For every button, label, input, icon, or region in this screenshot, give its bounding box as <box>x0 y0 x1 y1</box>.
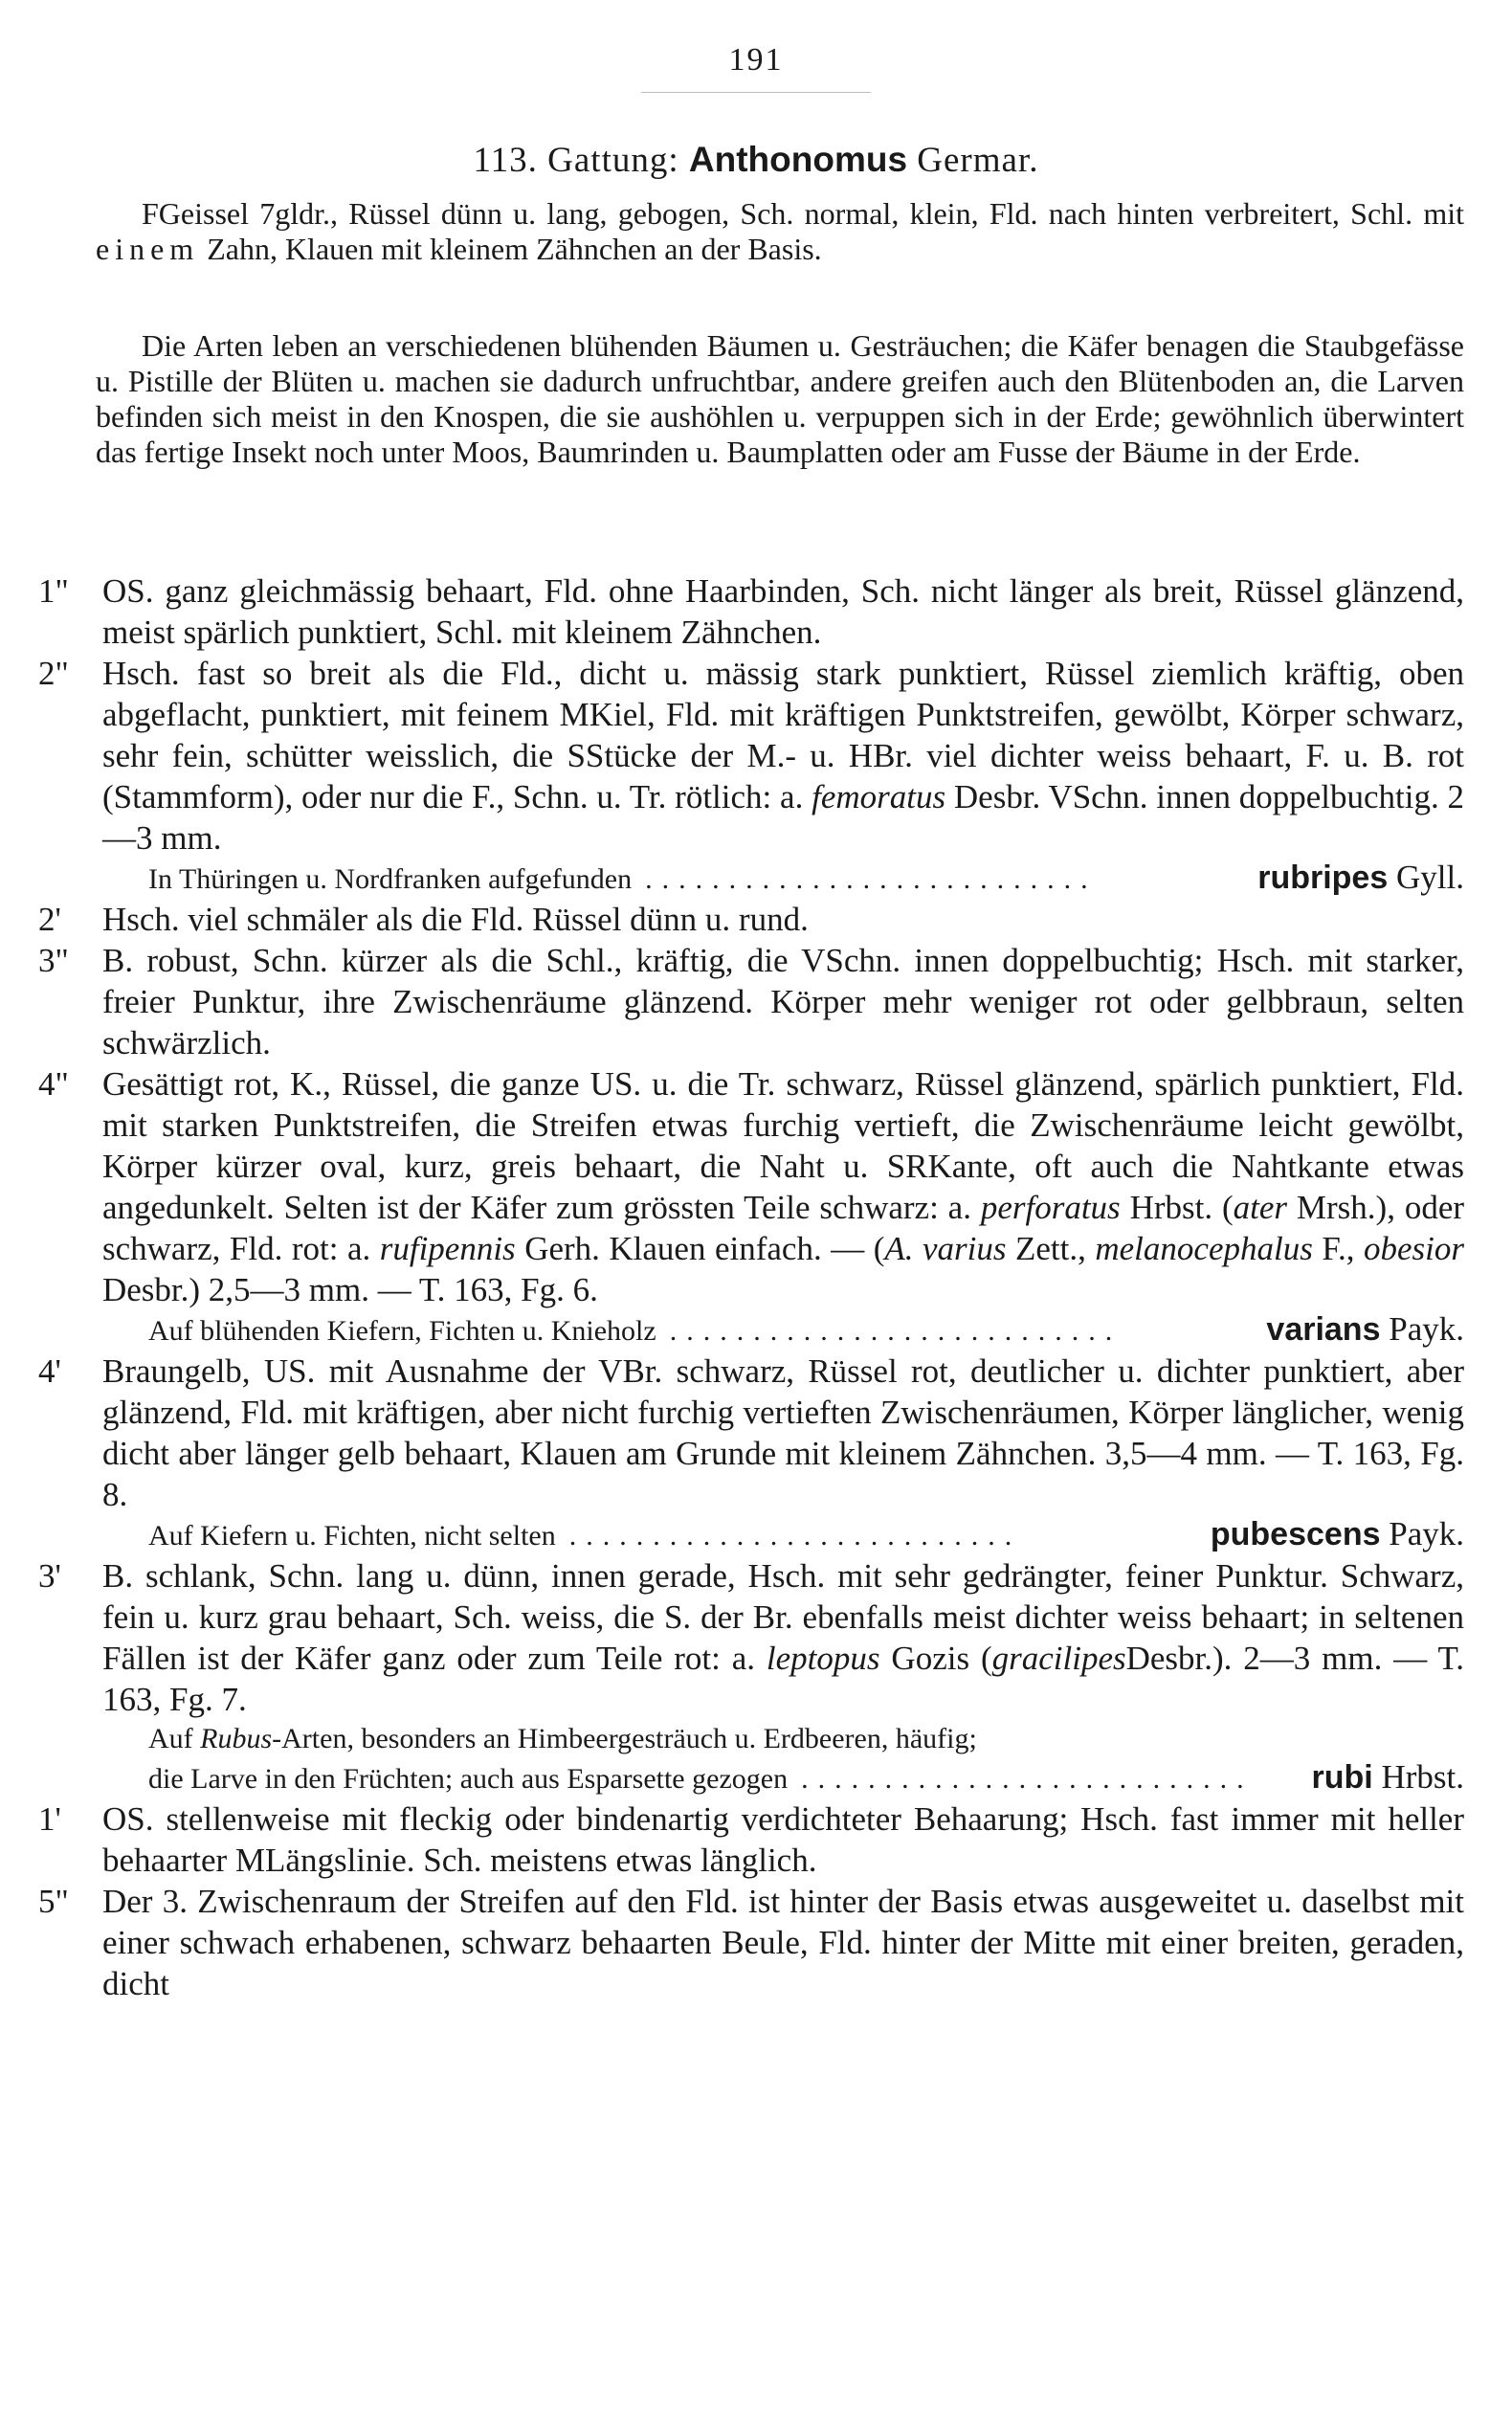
couplet-number: 4" <box>38 1065 69 1103</box>
couplet-text: Der 3. Zwischenraum der Streifen auf den Fld. ist hinter der Basis etwas ausgeweitet u. daselbst mit einer schwach erhabenen, schwarz behaarten Beule, Fld. hinter der Mitte mit einer breiten, geraden, dicht <box>102 1883 1464 2002</box>
synonym-name: melanocephalus <box>1095 1230 1313 1267</box>
species-epithet: rubripes <box>1257 860 1389 896</box>
couplet-text: OS. stellenweise mit fleckig oder bindenartig verdichteter Behaarung; Hsch. fast immer mit heller behaarter MLängslinie. Sch. meistens etwas länglich. <box>102 1800 1464 1879</box>
species-author: Gyll. <box>1396 859 1464 896</box>
couplet-number: 1" <box>38 572 69 610</box>
genus-diagnosis <box>96 196 1464 267</box>
species-name <box>1266 1310 1464 1349</box>
species-name <box>1312 1758 1465 1797</box>
couplet-number: 2' <box>38 901 61 938</box>
species-author: Payk. <box>1389 1515 1464 1552</box>
genus-author: Germar. <box>917 141 1039 180</box>
couplet-number: 2" <box>38 655 69 692</box>
couplet-text-end: Desbr. VSchn. innen doppelbuchtig. 2—3 mm. <box>102 778 1465 857</box>
couplet-number: 3" <box>38 942 69 979</box>
biology-paragraph: Die Arten leben an verschiedenen blühenden Bäumen u. Gesträuchen; die Käfer benagen die Staubgefässe u. Pistille der Blüten u. machen sie dadurch unfruchtbar, andere greifen auch den Blütenboden an, die Larven befinden sich meist in den Knospen, die sie aushöhlen u. verpuppen sich in der Erde; gewöhnlich überwintert das fertige Insekt noch unter Moos, Baumrinden u. Baumplatten oder am Fusse der Bäume in der Erde. <box>96 328 1464 469</box>
couplet-text: Gesättigt rot, K., Rüssel, die ganze US. u. die Tr. schwarz, Rüssel glänzend, spärlich punktiert, Fld. mit starken Punktstreifen, die Streifen etwas furchig vertieft, die Zwischenräume leicht gewölbt, Körper kürzer oval, kurz, greis behaart, die Naht u. SRKante, oft auch die Nahtkante etwas angedunkelt. Selten ist der Käfer zum grössten Teile schwarz: a. <box>102 1065 1464 1226</box>
locality: Auf blühenden Kiefern, Fichten u. Knieholz <box>148 1315 656 1347</box>
species-name <box>1211 1515 1464 1553</box>
locality-line-2 <box>148 1758 1464 1798</box>
couplet-5a <box>38 1881 1464 2004</box>
dot-leader: ........................... <box>801 1763 1254 1795</box>
species-author: Payk. <box>1389 1310 1464 1348</box>
species-line-pubescens <box>102 1515 1464 1555</box>
couplet-number: 3' <box>38 1557 61 1595</box>
species-line-rubi <box>102 1720 1464 1798</box>
synonym-name: ater <box>1233 1189 1288 1226</box>
locality: In Thüringen u. Nordfranken aufgefunden <box>148 863 633 895</box>
locality: Auf Kiefern u. Fichten, nicht selten <box>148 1520 556 1552</box>
genus-name: Anthonomus <box>688 140 908 179</box>
couplet-text-end: Desbr.) 2,5—3 mm. — T. 163, Fg. 6. <box>102 1271 598 1308</box>
dot-leader: ........................... <box>645 863 1098 895</box>
couplet-text: Hrbst. ( <box>1129 1189 1234 1226</box>
couplet-text: Hsch. viel schmäler als die Fld. Rüssel dünn u. rund. <box>102 901 809 938</box>
diagnosis-text-end: Zahn, Klauen mit kleinem Zähnchen an der Basis. <box>207 232 822 266</box>
locality-line-1 <box>148 1720 1464 1758</box>
couplet-text-end: Desbr.). 2—3 mm. — T. 163, Fg. 7. <box>102 1640 1465 1718</box>
couplet-3b <box>38 1555 1464 1720</box>
couplet-1a <box>38 570 1464 653</box>
couplet-text: Braungelb, US. mit Ausnahme der VBr. schwarz, Rüssel rot, deutlicher u. dichter punktiert, aber glänzend, Fld. mit kräftigen, aber nicht furchig vertieften Zwischenräumen, Körper länglicher, wenig dicht aber länger gelb behaart, Klauen am Grunde mit kleinem Zähnchen. 3,5—4 mm. — T. 163, Fg. 8. <box>102 1352 1464 1513</box>
aberration-name: femoratus <box>812 778 946 815</box>
couplet-number: 5" <box>38 1883 69 1920</box>
locality: Auf <box>148 1723 193 1754</box>
locality: die Larve in den Früchten; auch aus Esparsette gezogen <box>148 1763 789 1795</box>
heading-prefix: 113. Gattung: <box>473 141 679 180</box>
diagnosis-emphasis: einem <box>96 232 200 266</box>
dot-leader: ........................... <box>669 1315 1123 1347</box>
couplet-text: OS. ganz gleichmässig behaart, Fld. ohne Haarbinden, Sch. nicht länger als breit, Rüssel glänzend, meist spärlich punktiert, Schl. mit kleinem Zähnchen. <box>102 572 1464 651</box>
couplet-number: 4' <box>38 1352 61 1390</box>
species-epithet: pubescens <box>1210 1516 1381 1552</box>
couplet-text: B. robust, Schn. kürzer als die Schl., kräftig, die VSchn. innen doppelbuchtig; Hsch. mit starker, freier Punktur, ihre Zwischenräume glänzend. Körper mehr weniger rot oder gelbbraun, selten schwärzlich. <box>102 942 1464 1061</box>
locality: -Arten, besonders an Himbeergesträuch u. Erdbeeren, häufig; <box>272 1723 977 1754</box>
couplet-3a <box>38 940 1464 1063</box>
species-line-varians <box>102 1310 1464 1351</box>
couplet-2a <box>38 653 1464 859</box>
species-epithet: rubi <box>1311 1759 1373 1796</box>
species-epithet: varians <box>1266 1311 1381 1348</box>
couplet-text: Hsch. fast so breit als die Fld., dicht u. mässig stark punktiert, Rüssel ziemlich kräftig, oben abgeflacht, punktiert, mit feinem MKiel, Fld. mit kräftigen Punktstreifen, gewölbt, Körper schwarz, sehr fein, schütter weisslich, die SStücke der M.- u. HBr. viel dichter weiss behaart, F. u. B. rot (Stammform), oder nur die F., Schn. u. Tr. rötlich: a. <box>102 655 1464 815</box>
couplet-4b <box>38 1351 1464 1515</box>
diagnosis-text: FGeissel 7gldr., Rüssel dünn u. lang, gebogen, Sch. normal, klein, Fld. nach hinten verbreitert, Schl. mit <box>142 196 1464 231</box>
header-rule <box>641 92 871 93</box>
synonym-name: obesior <box>1364 1230 1464 1267</box>
synonym-name: A. varius <box>884 1230 1007 1267</box>
couplet-4a <box>38 1063 1464 1310</box>
dot-leader: ........................... <box>568 1520 1022 1552</box>
aberration-name: perforatus <box>980 1189 1121 1226</box>
couplet-text: Gerh. Klauen einfach. — ( <box>524 1230 885 1267</box>
couplet-1b <box>38 1798 1464 1881</box>
identification-key <box>38 570 1464 2004</box>
couplet-text: Mrsh.), oder schwarz, Fld. rot: a. <box>102 1189 1465 1267</box>
couplet-text: F., <box>1322 1230 1355 1267</box>
species-line-rubripes <box>102 859 1464 899</box>
species-name <box>1257 859 1464 897</box>
synonym-name: gracilipes <box>991 1640 1126 1677</box>
couplet-2b <box>38 899 1464 940</box>
species-author: Hrbst. <box>1381 1758 1464 1796</box>
couplet-text: Gozis ( <box>891 1640 992 1677</box>
genus-heading <box>0 140 1512 181</box>
page-number: 191 <box>728 42 784 78</box>
couplet-text: Zett., <box>1015 1230 1086 1267</box>
aberration-name: rufipennis <box>379 1230 516 1267</box>
aberration-name: leptopus <box>766 1640 880 1677</box>
couplet-text: B. schlank, Schn. lang u. dünn, innen gerade, Hsch. mit sehr gedrängter, feiner Punktur. Schwarz, fein u. kurz grau behaart, Sch. weiss, die S. der Br. ebenfalls meist dichter weiss behaart; in seltenen Fällen ist der Käfer ganz oder zum Teile rot: a. <box>102 1557 1464 1677</box>
host-genus: Rubus <box>200 1723 273 1754</box>
couplet-number: 1' <box>38 1800 61 1838</box>
